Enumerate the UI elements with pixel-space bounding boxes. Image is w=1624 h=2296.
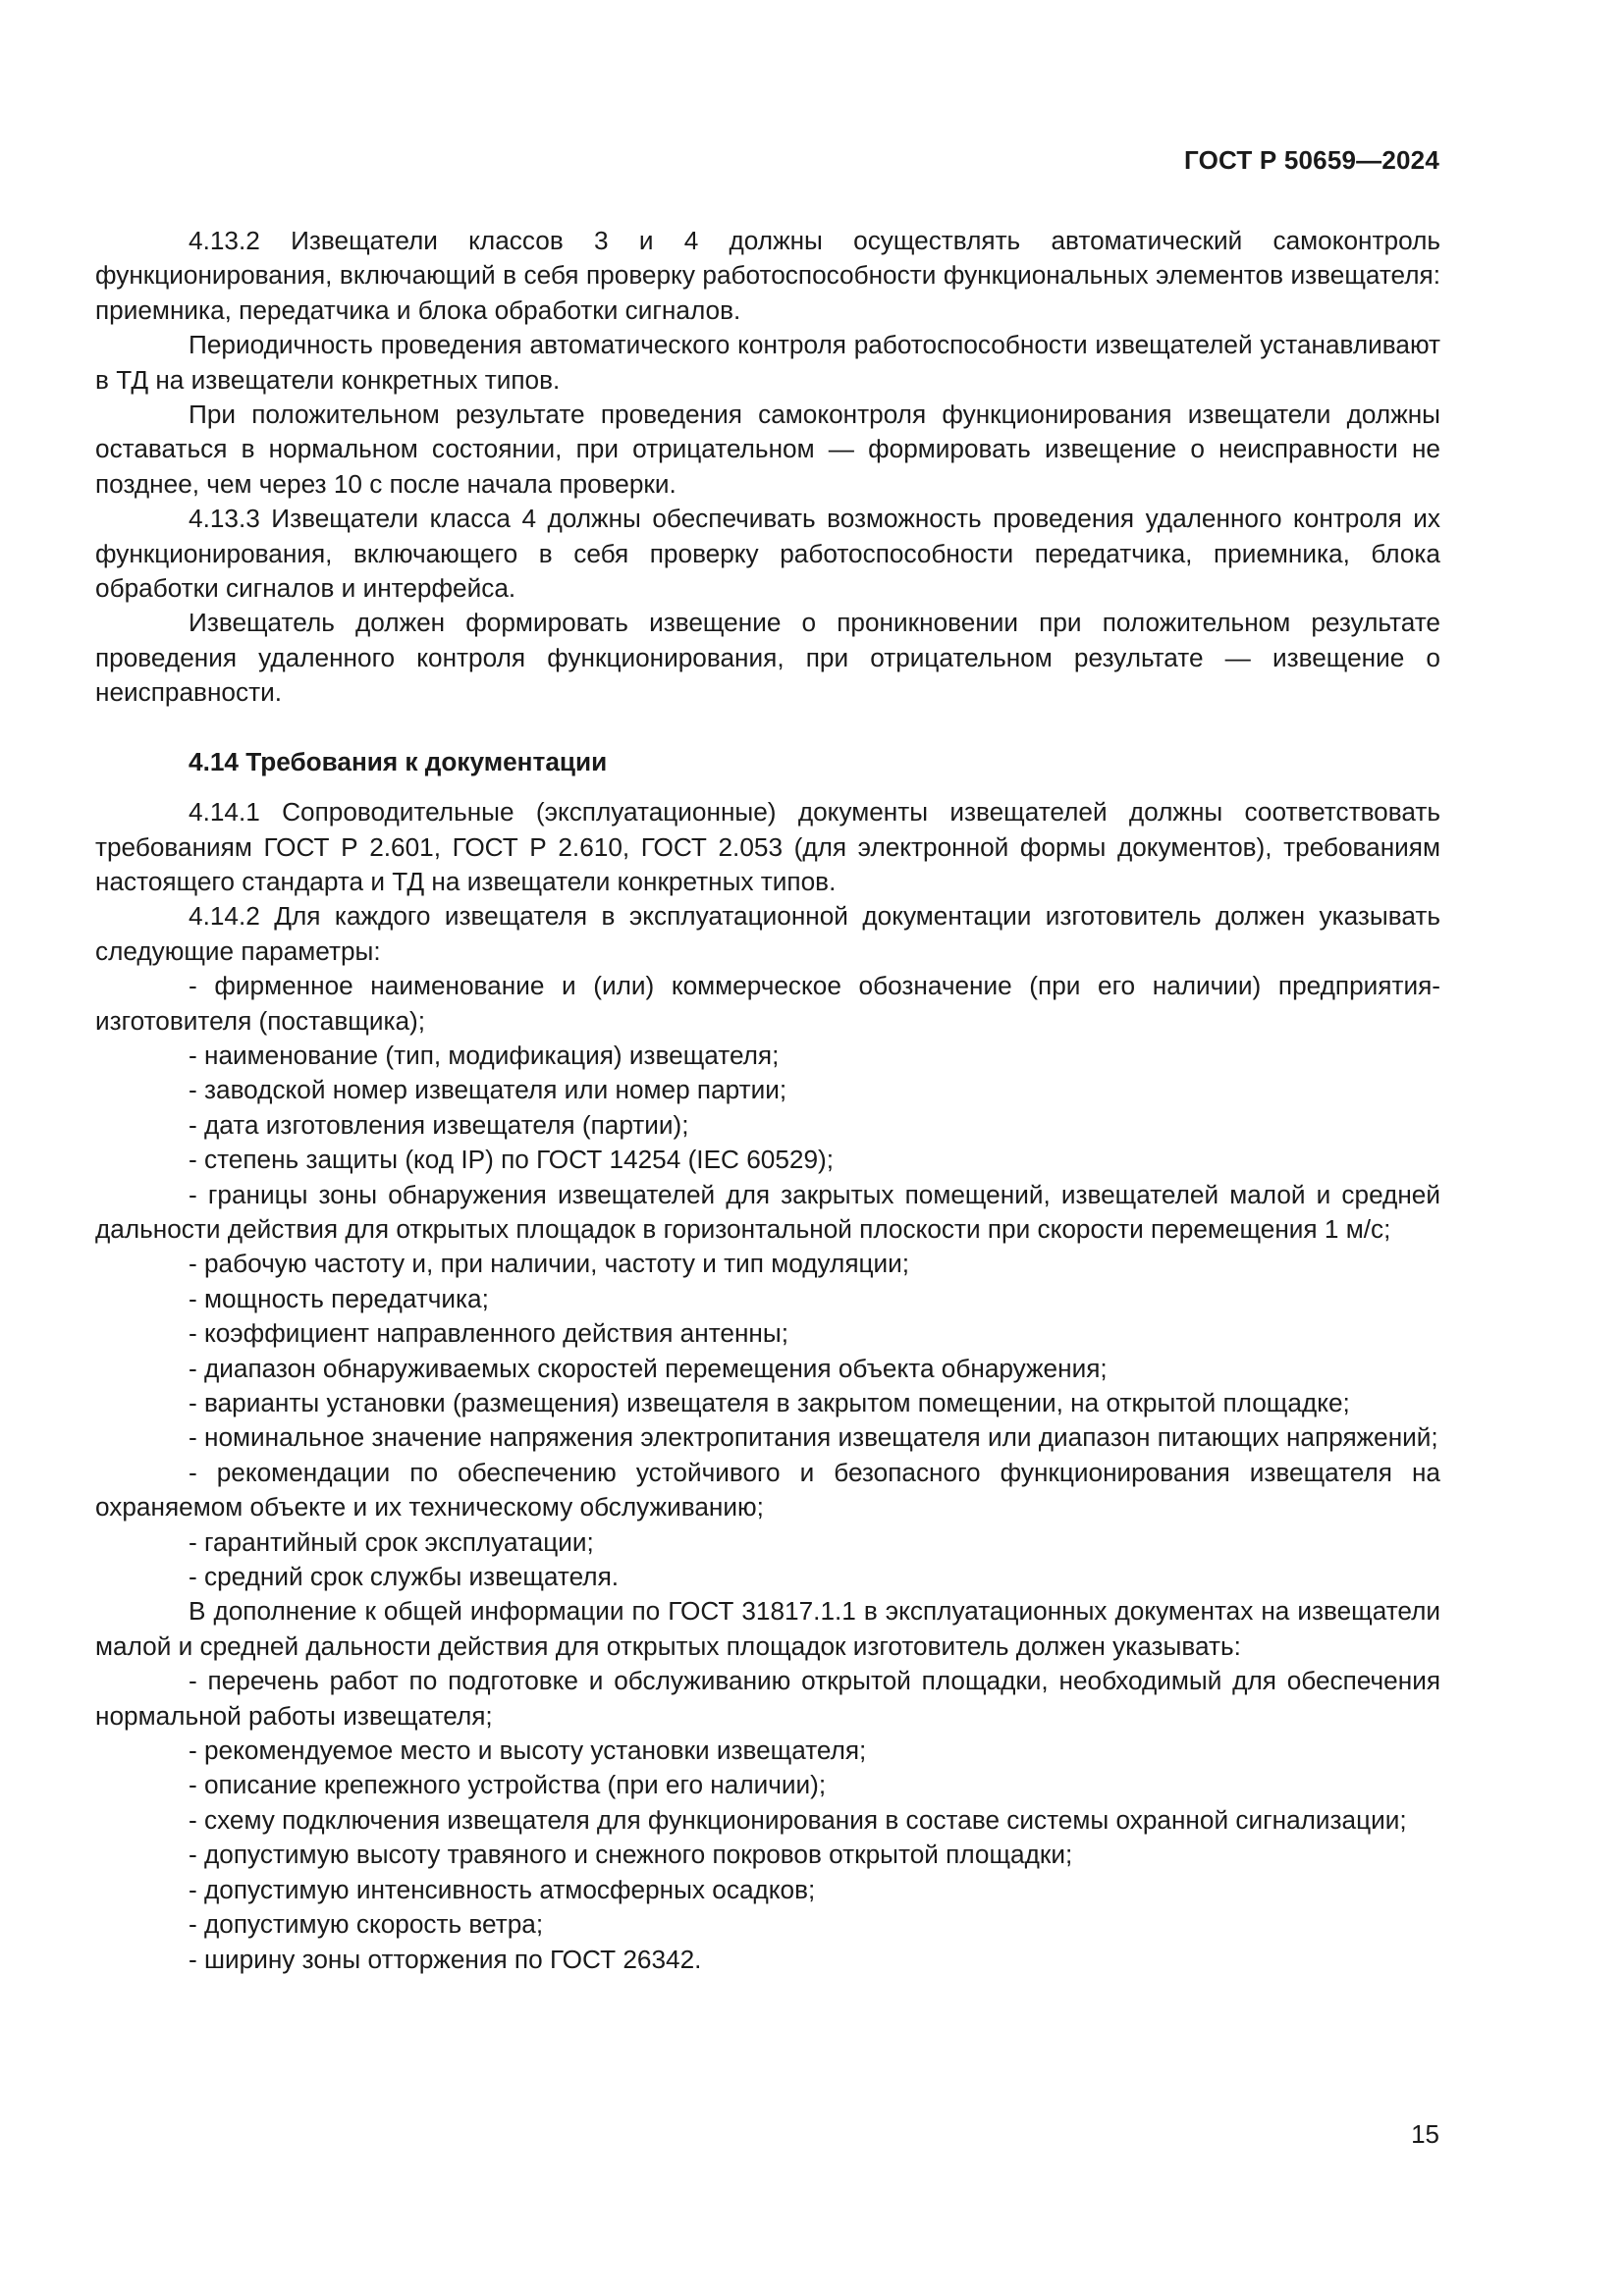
list-item: - схему подключения извещателя для функционирования в составе системы охранной сигнализации; — [189, 1804, 1407, 1835]
document-body — [95, 224, 1440, 1977]
list-item: - мощность передатчика; — [189, 1283, 489, 1313]
list-item: - допустимую скорость ветра; — [189, 1909, 544, 1940]
list-item: - ширину зоны отторжения по ГОСТ 26342. — [189, 1944, 702, 1974]
paragraph-periodicity: Периодичность проведения автоматического контроля работоспособности извещателей устанавливают в ТД на извещатели конкретных типов. — [95, 330, 1440, 395]
paragraph-4-13-3: 4.13.3 Извещатели класса 4 должны обеспечивать возможность проведения удаленного контроля их функционирования, включающего в себя проверку работоспособности передатчика, приемника, блока обработки сигналов и интерфейса. — [95, 504, 1440, 604]
document-code: ГОСТ Р 50659—2024 — [1184, 145, 1439, 175]
list-item: - перечень работ по подготовке и обслуживанию открытой площадки, необходимый для обеспечения нормальной работы извещателя; — [95, 1666, 1440, 1731]
list-item: - рабочую частоту и, при наличии, частоту и тип модуляции; — [189, 1249, 910, 1279]
list-item: - границы зоны обнаружения извещателей для закрытых помещений, извещателей малой и средней дальности действия для открытых площадок в горизонтальной плоскости при скорости перемещения 1 м/с; — [95, 1179, 1440, 1244]
paragraph-outdoor-info: В дополнение к общей информации по ГОСТ 31817.1.1 в эксплуатационных документах на извещатели малой и средней дальности действия для открытых площадок изготовитель должен указывать: — [95, 1596, 1440, 1661]
list-item: - варианты установки (размещения) извещателя в закрытом помещении, на открытой площадке; — [189, 1388, 1350, 1417]
section-heading-4-14: 4.14 Требования к документации — [189, 746, 608, 776]
list-item: - степень защиты (код IP) по ГОСТ 14254 (IEC 60529); — [189, 1145, 835, 1175]
list-item: - дата изготовления извещателя (партии); — [189, 1109, 689, 1140]
paragraph-4-14-2: 4.14.2 Для каждого извещателя в эксплуатационной документации изготовитель должен указывать следующие параметры: — [95, 901, 1440, 966]
list-item: - допустимую высоту травяного и снежного покровов открытой площадки; — [189, 1840, 1073, 1870]
paragraph-4-14-1: 4.14.1 Сопроводительные (эксплуатационные) документы извещателей должны соответствовать требованиям ГОСТ Р 2.601, ГОСТ Р 2.610, ГОСТ 2.053 (для электронной формы документов), требованиям настоящего стандарта и ТД на извещатели конкретных типов. — [95, 797, 1440, 896]
list-item: - рекомендуемое место и высоту установки извещателя; — [189, 1735, 867, 1766]
list-item: - фирменное наименование и (или) коммерческое обозначение (при его наличии) предприятия-изготовителя (поставщика); — [95, 971, 1440, 1036]
list-item: - описание крепежного устройства (при его наличии); — [189, 1770, 827, 1800]
paragraph-remote-control-result: Извещатель должен формировать извещение о проникновении при положительном результате проведения удаленного контроля функционирования, при отрицательном результате — извещение о неисправности. — [95, 608, 1440, 708]
list-item: - допустимую интенсивность атмосферных осадков; — [189, 1874, 816, 1904]
page-number: 15 — [1411, 2119, 1439, 2149]
list-item: - наименование (тип, модификация) извещателя; — [189, 1040, 780, 1070]
paragraph-4-13-2: 4.13.2 Извещатели классов 3 и 4 должны осуществлять автоматический самоконтроль функционирования, включающий в себя проверку работоспособности функциональных элементов извещателя: приемника, передатчика и блока обработки сигналов. — [95, 226, 1440, 325]
list-item: - заводской номер извещателя или номер партии; — [189, 1075, 787, 1105]
list-item: - диапазон обнаруживаемых скоростей перемещения объекта обнаружения; — [189, 1353, 1108, 1383]
list-item: - гарантийный срок эксплуатации; — [189, 1526, 594, 1557]
list-item: - средний срок службы извещателя. — [189, 1562, 620, 1592]
list-item: - рекомендации по обеспечению устойчивого и безопасного функционирования извещателя на охраняемом объекте и их техническому обслуживанию; — [95, 1457, 1440, 1522]
list-item: - коэффициент направленного действия антенны; — [189, 1318, 788, 1349]
list-item: - номинальное значение напряжения электропитания извещателя или диапазон питающих напряжений; — [189, 1422, 1438, 1453]
paragraph-self-test-result: При положительном результате проведения самоконтроля функционирования извещатели должны оставаться в нормальном состоянии, при отрицательном — формировать извещение о неисправности не позднее, чем через 10 с после начала проверки. — [95, 400, 1440, 499]
